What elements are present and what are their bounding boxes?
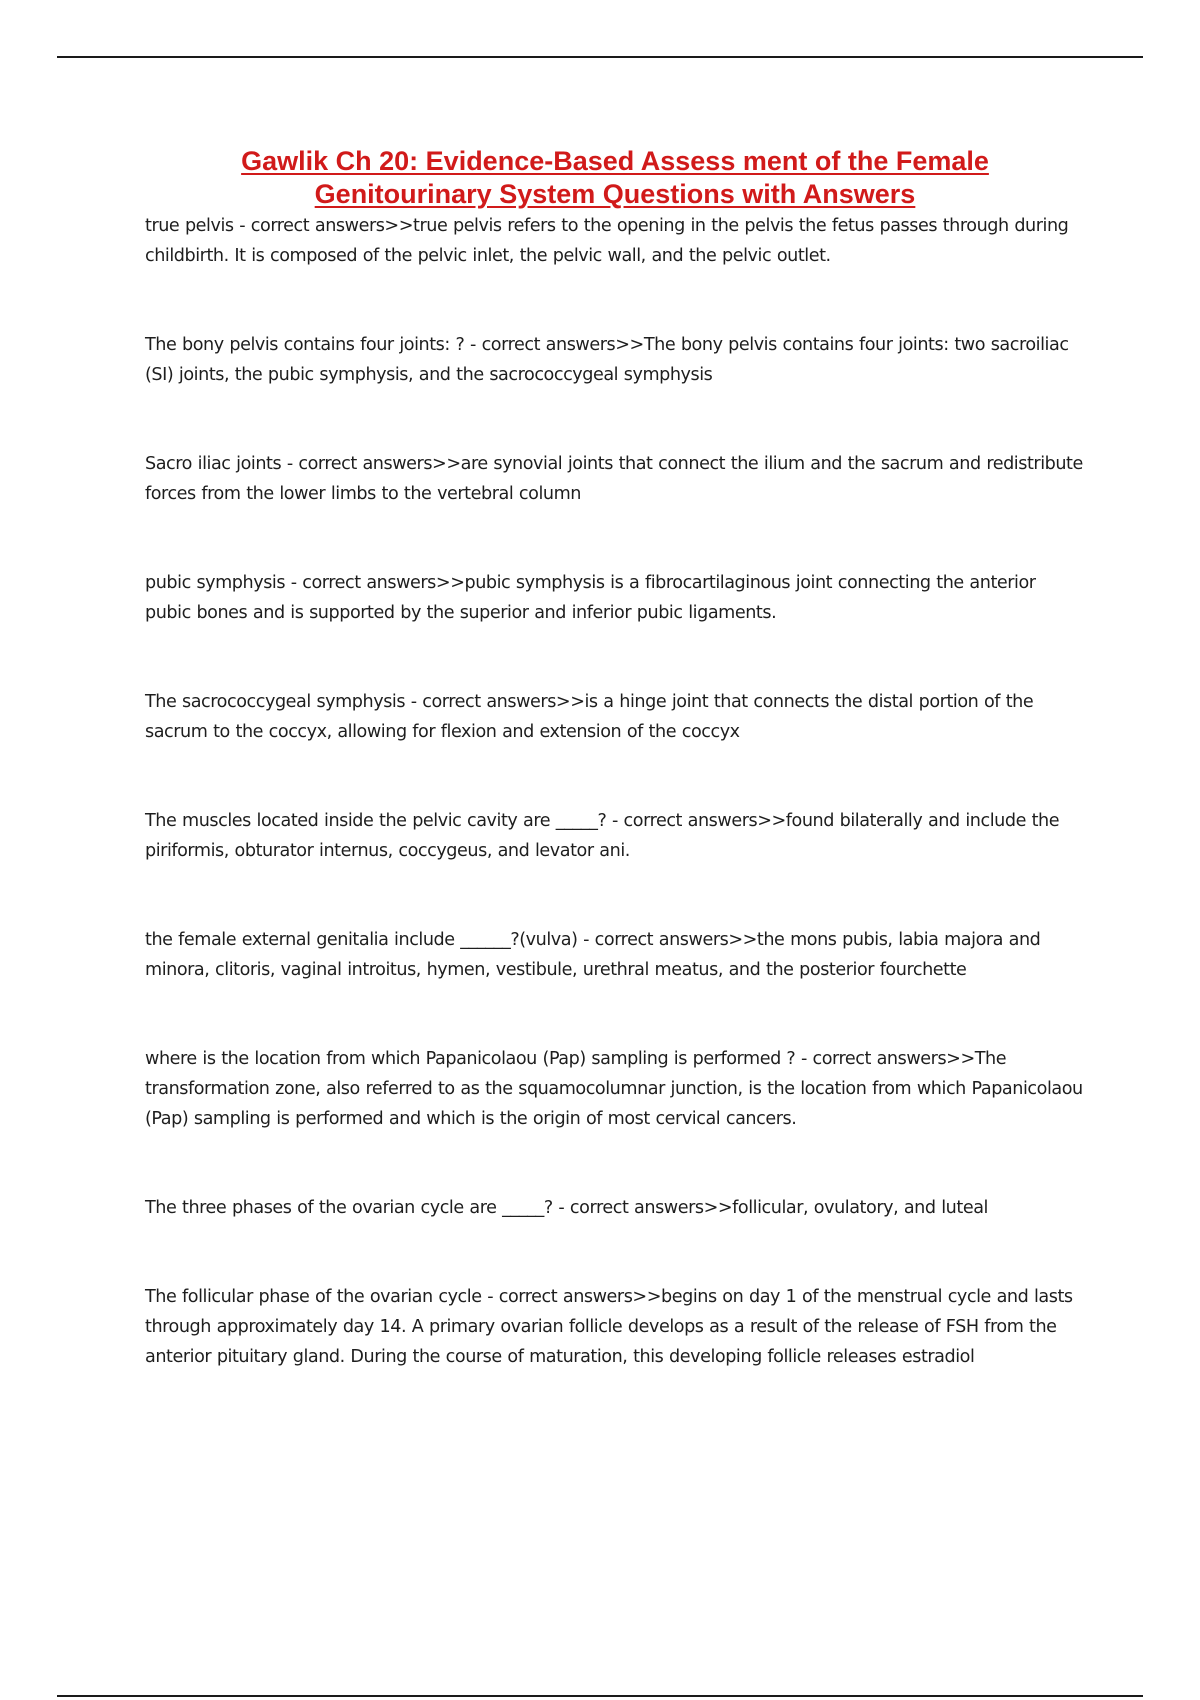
qa-item: The three phases of the ovarian cycle are _____? - correct answers>>follicular, ovulatory, and luteal bbox=[145, 1198, 988, 1218]
footer-rule bbox=[57, 1695, 1143, 1697]
qa-item: Sacro iliac joints - correct answers>>are synovial joints that connect the ilium and the sacrum and redistribute forces from the lower limbs to the vertebral column bbox=[145, 454, 1083, 504]
qa-item: The follicular phase of the ovarian cycle - correct answers>>begins on day 1 of the menstrual cycle and lasts through approximately day 14. A primary ovarian follicle develops as a result of the release of FSH from the anterior pituitary gland. During the course of maturation, this developing follicle releases estradiol bbox=[145, 1287, 1073, 1367]
header-rule bbox=[57, 56, 1143, 58]
qa-item: the female external genitalia include ______?(vulva) - correct answers>>the mons pubis, labia majora and minora, clitoris, vaginal introitus, hymen, vestibule, urethral meatus, and the posterior fourchette bbox=[145, 930, 1041, 980]
document-title: Gawlik Ch 20: Evidence-Based Assess ment of the Female Genitourinary System Questions with Answers bbox=[241, 146, 989, 209]
qa-item: pubic symphysis - correct answers>>pubic symphysis is a fibrocartilaginous joint connecting the anterior pubic bones and is supported by the superior and inferior pubic ligaments. bbox=[145, 573, 1036, 623]
qa-item: The muscles located inside the pelvic cavity are _____? - correct answers>>found bilaterally and include the piriformis, obturator internus, coccygeus, and levator ani. bbox=[145, 811, 1060, 861]
qa-item: where is the location from which Papanicolaou (Pap) sampling is performed ? - correct answers>>The transformation zone, also referred to as the squamocolumnar junction, is the location from which Papanicolaou (Pap) sampling is performed and which is the origin of most cervical cancers. bbox=[145, 1049, 1083, 1129]
qa-list bbox=[145, 211, 1085, 1372]
qa-item: true pelvis - correct answers>>true pelvis refers to the opening in the pelvis the fetus passes through during childbirth. It is composed of the pelvic inlet, the pelvic wall, and the pelvic outlet. bbox=[145, 216, 1069, 266]
qa-item: The bony pelvis contains four joints: ? - correct answers>>The bony pelvis contains four joints: two sacroiliac (SI) joints, the pubic symphysis, and the sacrococcygeal symphysis bbox=[145, 335, 1069, 385]
qa-item: The sacrococcygeal symphysis - correct answers>>is a hinge joint that connects the distal portion of the sacrum to the coccyx, allowing for flexion and extension of the coccyx bbox=[145, 692, 1034, 742]
document-body bbox=[145, 145, 1085, 1372]
